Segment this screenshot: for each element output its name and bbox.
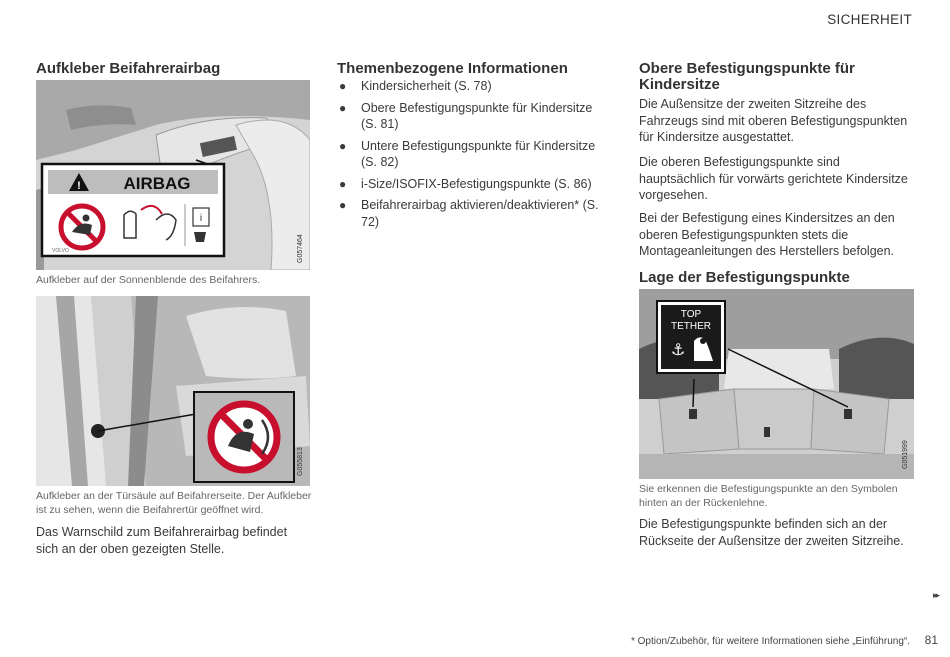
col2-heading: Themenbezogene Informationen xyxy=(337,60,568,77)
col3-paragraph-1: Die oberen Befestigungspunkte sind hauptsächlich für vorwärts gerichtete Kindersitze vorgesehen. xyxy=(639,155,908,202)
list-item[interactable]: ● Untere Befestigungspunkte für Kindersitze (S. 82) xyxy=(339,138,596,169)
sun-visor-illustration xyxy=(36,80,310,270)
figure3-caption: Sie erkennen die Befestigungspunkte an den Symbolen hinten an der Rückenlehne. xyxy=(639,483,898,509)
tether-label: TETHER xyxy=(671,321,711,332)
door-pillar-illustration xyxy=(36,296,310,486)
col1-body: Das Warnschild zum Beifahrerairbag befindet sich an der oben gezeigten Stelle. xyxy=(36,525,288,556)
col3-subheading: Lage der Befestigungspunkte xyxy=(639,269,850,286)
page-number: 81 xyxy=(924,633,938,647)
list-item[interactable]: ● i-Size/ISOFIX-Befestigungspunkte (S. 86) xyxy=(339,176,592,191)
top-label: TOP xyxy=(680,309,702,320)
list-item[interactable]: ● Kindersicherheit (S. 78) xyxy=(339,79,492,93)
col3-paragraph-2: Bei der Befestigung eines Kindersitzes an den oberen Befestigungspunkten stets die Montageanleitungen des Herstellers befolgen. xyxy=(639,211,895,258)
svg-text:!: ! xyxy=(77,180,81,192)
list-item[interactable]: ● Obere Befestigungspunkte für Kindersitze (S. 81) xyxy=(339,100,593,131)
list-item[interactable]: ● Beifahrerairbag aktivieren/deaktivieren* (S. 72) xyxy=(339,198,599,229)
col1-heading: Aufkleber Beifahrerairbag xyxy=(36,60,221,77)
section-header: SICHERHEIT xyxy=(827,12,912,27)
figure2-caption: Aufkleber an der Türsäule auf Beifahrerseite. Der Aufkleber ist zu sehen, wenn die Beifahrertür geöffnet wird. xyxy=(36,490,312,516)
tether-figure xyxy=(639,289,914,479)
figure-code: G055813 xyxy=(297,447,304,476)
col3-paragraph-3: Die Befestigungspunkte befinden sich an der Rückseite der Außensitze der zweiten Sitzreihe. xyxy=(639,517,904,548)
anchor-icon: ⚓ xyxy=(671,340,686,359)
airbag-label: AIRBAG xyxy=(123,174,191,193)
figure-code: G057464 xyxy=(297,234,304,263)
footnote: * Option/Zubehör, für weitere Informationen siehe „Einführung“. xyxy=(630,636,910,647)
door-pillar-figure xyxy=(36,296,310,486)
next-page-arrows-icon: ▸▸ xyxy=(932,590,938,600)
figure-code: G051999 xyxy=(902,440,909,469)
col3-lead: Die Außensitze der zweiten Sitzreihe des Fahrzeugs sind mit oberen Befestigungspunkten für Kindersitze ausgestattet. xyxy=(639,97,908,144)
col3-heading: Obere Befestigungspunkte für Kindersitze xyxy=(639,60,855,93)
svg-text:VOLVO: VOLVO xyxy=(52,248,69,254)
svg-text:i: i xyxy=(199,213,203,224)
airbag-sticker-figure xyxy=(36,80,310,270)
related-info-list xyxy=(337,78,607,235)
figure1-caption: Aufkleber auf der Sonnenblende des Beifahrers. xyxy=(36,274,261,286)
cargo-area-illustration xyxy=(639,289,914,479)
